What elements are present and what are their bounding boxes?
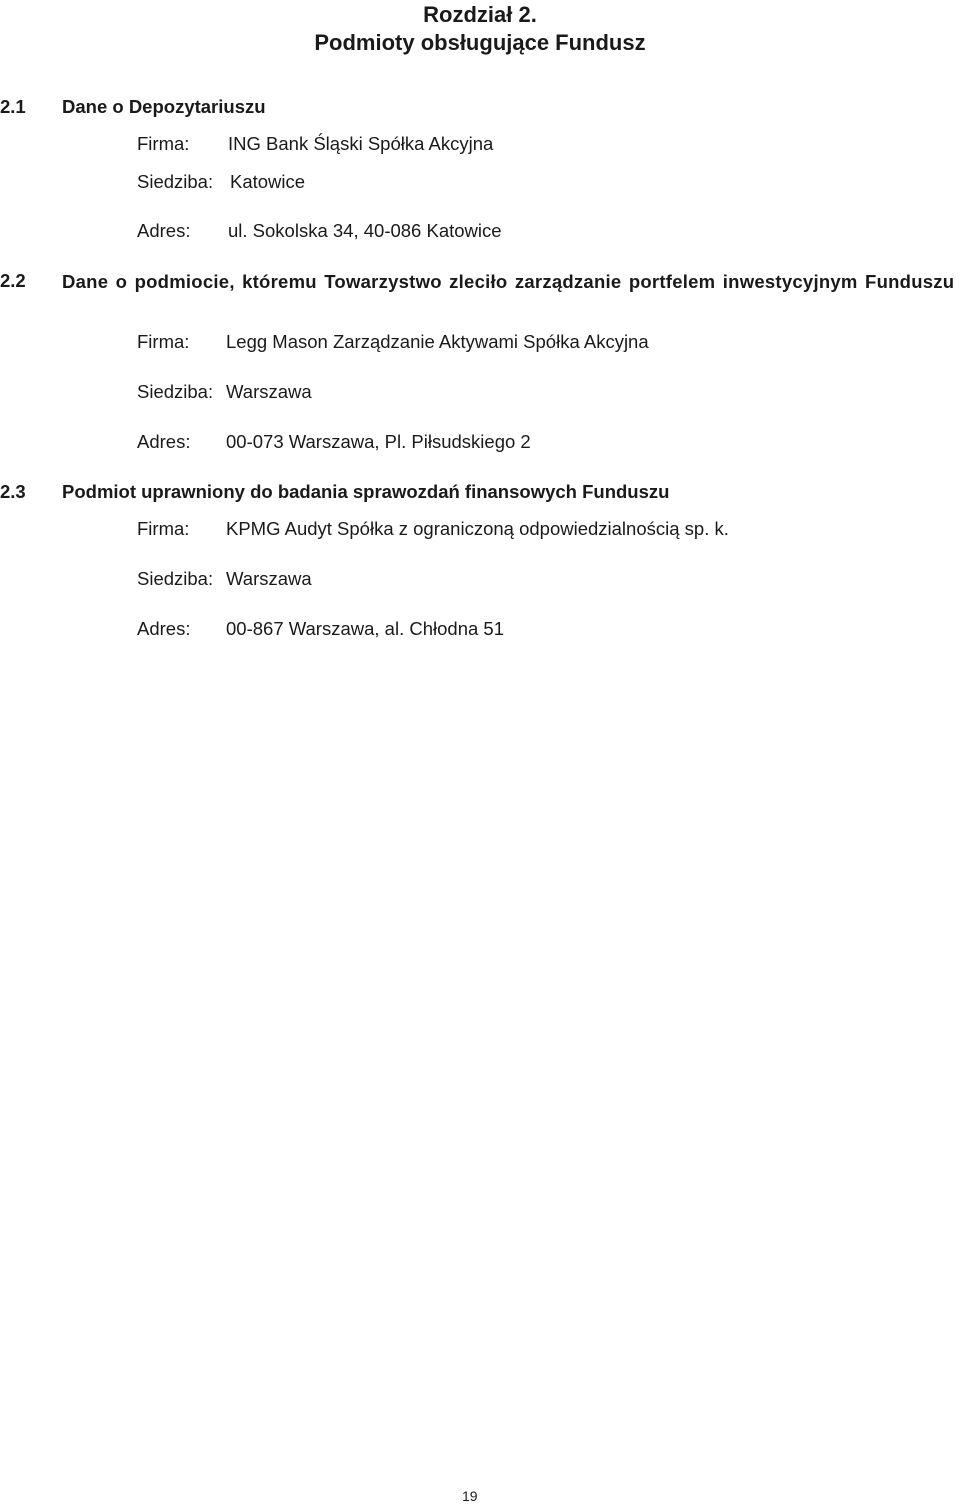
field-row-adres (0, 220, 960, 244)
field-label: Firma: (137, 133, 190, 154)
field-value: Legg Mason Zarządzanie Aktywami Spółka Akcyjna (226, 331, 649, 352)
field-row-siedziba (0, 381, 960, 405)
field-label: Adres: (137, 220, 191, 241)
field-label: Firma: (137, 331, 190, 352)
page-number: 19 (462, 1488, 478, 1504)
field-value: Katowice (230, 171, 306, 192)
field-value: ING Bank Śląski Spółka Akcyjna (228, 133, 494, 154)
field-label: Siedziba: (137, 381, 214, 402)
field-label: Firma: (137, 518, 190, 539)
field-row-firma (0, 518, 960, 542)
field-row-firma (0, 331, 960, 355)
field-value: Warszawa (226, 381, 312, 402)
field-row-siedziba (0, 171, 960, 195)
field-value: Warszawa (226, 568, 312, 589)
section-number: 2.1 (0, 96, 26, 117)
field-label: Adres: (137, 618, 191, 639)
chapter-number: Rozdział 2. (423, 2, 537, 27)
section-number: 2.2 (0, 270, 26, 291)
chapter-title: Podmioty obsługujące Fundusz (314, 30, 646, 55)
section-heading-2-2 (0, 270, 960, 320)
section-title: Podmiot uprawniony do badania sprawozdań finansowych Funduszu (62, 481, 670, 502)
field-label: Siedziba: (137, 568, 214, 589)
field-row-adres (0, 618, 960, 642)
field-row-adres (0, 431, 960, 455)
field-value: 00-073 Warszawa, Pl. Piłsudskiego 2 (226, 431, 531, 452)
field-value: ul. Sokolska 34, 40-086 Katowice (228, 220, 502, 241)
field-row-firma (0, 133, 960, 157)
section-number: 2.3 (0, 481, 26, 502)
section-title: Dane o Depozytariuszu (62, 96, 266, 117)
field-value: KPMG Audyt Spółka z ograniczoną odpowiedzialnością sp. k. (226, 518, 729, 539)
field-value: 00-867 Warszawa, al. Chłodna 51 (226, 618, 504, 639)
field-label: Siedziba: (137, 171, 214, 192)
section-heading-2-1 (0, 96, 960, 120)
field-label: Adres: (137, 431, 191, 452)
section-title: Dane o podmiocie, któremu Towarzystwo zleciło zarządzanie portfelem inwestycyjnym Funduszu (62, 271, 955, 292)
field-row-siedziba (0, 568, 960, 592)
section-heading-2-3 (0, 481, 960, 505)
